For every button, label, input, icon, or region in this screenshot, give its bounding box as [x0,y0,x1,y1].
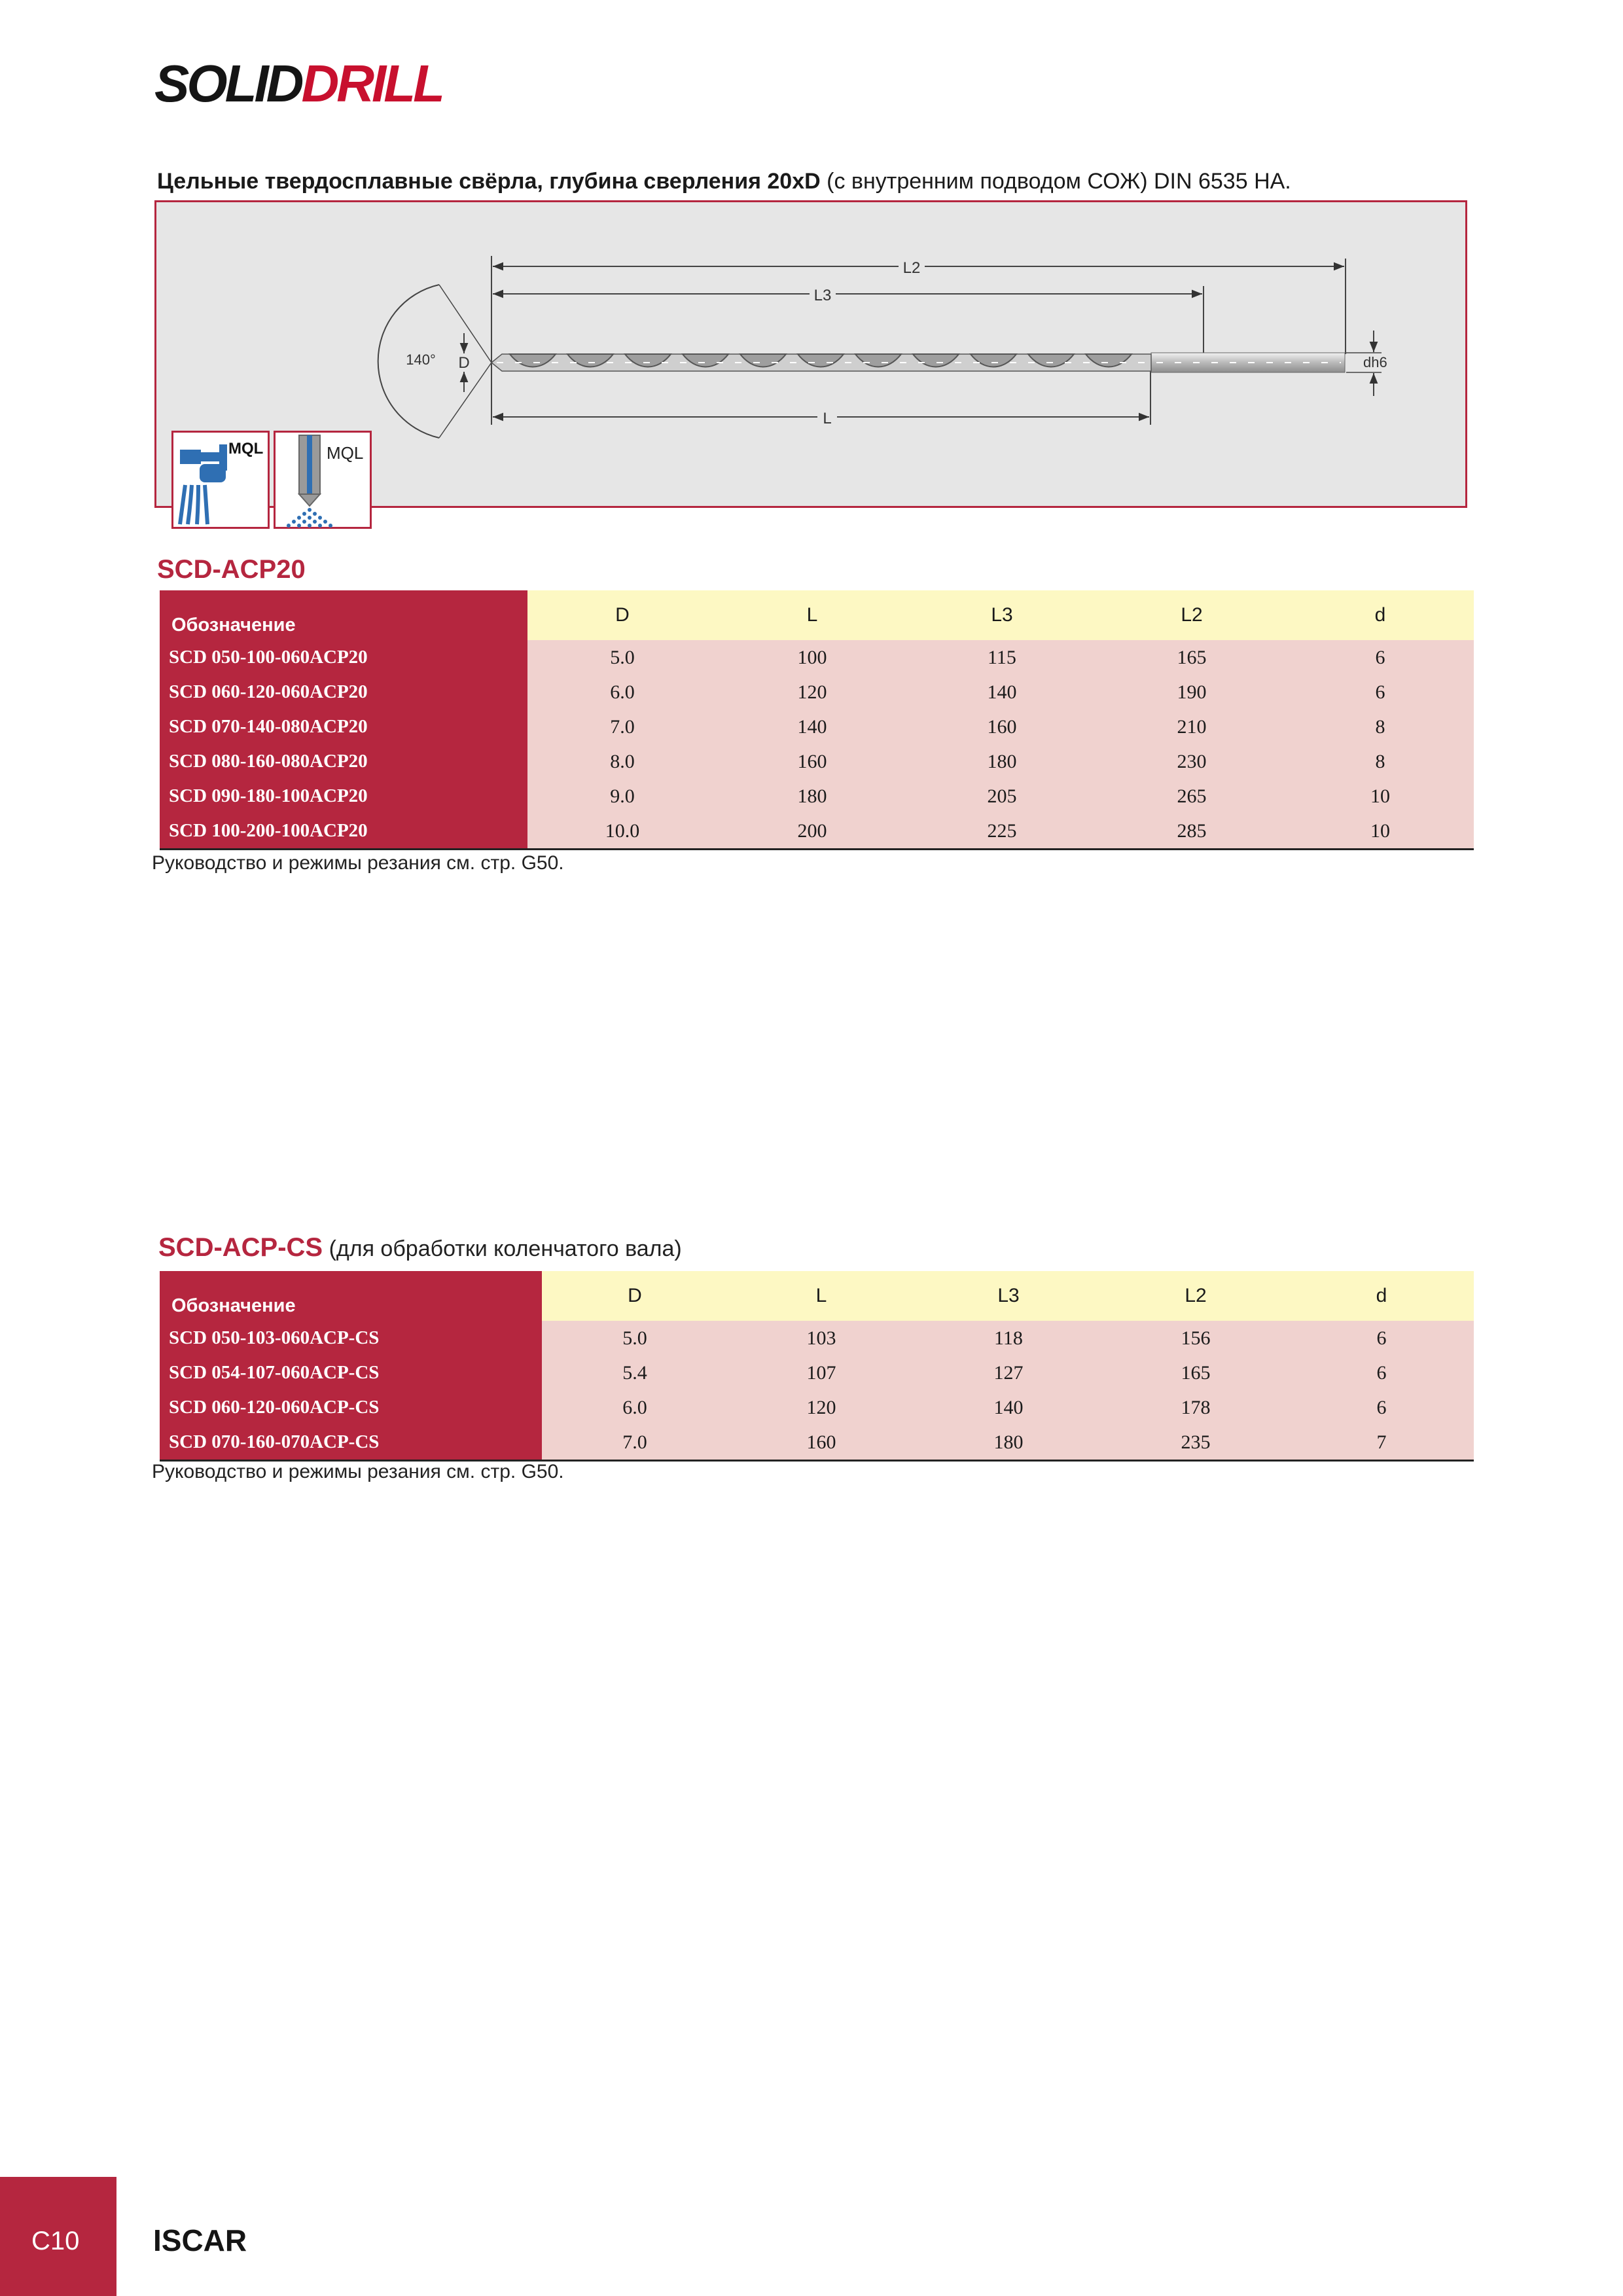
subtitle-bold: Цельные твердосплавные свёрла, глубина сверления 20xD [157,169,821,194]
l-cell: 120 [728,1390,915,1425]
table1-note: Руководство и режимы резания см. стр. G50. [152,852,564,874]
header-shank-d: d [1287,590,1474,640]
d-cell: 5.0 [527,640,717,675]
d-cell: 7.0 [527,709,717,744]
table-row [160,744,1474,779]
table-row [160,1425,1474,1461]
table-row [160,1321,1474,1355]
shank-d-cell: 6 [1289,1321,1474,1355]
l2-cell: 165 [1097,640,1287,675]
d-cell: 5.0 [542,1321,728,1355]
l3-cell: 118 [915,1321,1102,1355]
table2-title-code: SCD-ACP-CS [158,1233,323,1262]
l3-cell: 225 [907,814,1097,850]
l2-cell: 178 [1102,1390,1289,1425]
shank-d-cell: 6 [1289,1355,1474,1390]
table1-body [160,640,1474,850]
d-cell: 6.0 [542,1390,728,1425]
l3-cell: 180 [915,1425,1102,1461]
l3-cell: 140 [907,675,1097,709]
spec-table-acp20 [160,590,1474,850]
shank-d-cell: 10 [1287,779,1474,814]
page-number: C10 [31,2227,80,2255]
mql-spray-icon [274,431,372,529]
designation-cell: SCD 070-140-080ACP20 [160,709,527,744]
table-row [160,779,1474,814]
l3-cell: 180 [907,744,1097,779]
d-cell: 7.0 [542,1425,728,1461]
l-cell: 120 [717,675,907,709]
l3-cell: 140 [915,1390,1102,1425]
shank-d-cell: 6 [1287,640,1474,675]
subtitle-normal: (с внутренним подводом СОЖ) DIN 6535 HA. [820,169,1291,194]
designation-cell: SCD 080-160-080ACP20 [160,744,527,779]
l-cell: 160 [728,1425,915,1461]
header-l: L [728,1271,915,1321]
header-d: D [542,1271,728,1321]
l3-cell: 205 [907,779,1097,814]
header-l2: L2 [1102,1271,1289,1321]
l2-cell: 265 [1097,779,1287,814]
header-l2: L2 [1097,590,1287,640]
header-shank-d: d [1289,1271,1474,1321]
shank-d-cell: 6 [1287,675,1474,709]
l2-cell: 230 [1097,744,1287,779]
shank-d-cell: 10 [1287,814,1474,850]
table-row [160,640,1474,675]
table-row [160,675,1474,709]
d-cell: 6.0 [527,675,717,709]
table-header-row [160,590,1474,640]
header-designation: Обозначение [160,590,527,640]
table-row [160,814,1474,850]
l-cell: 107 [728,1355,915,1390]
l-cell: 140 [717,709,907,744]
l3-cell: 115 [907,640,1097,675]
header-designation: Обозначение [160,1271,542,1321]
designation-cell: SCD 060-120-060ACP-CS [160,1390,542,1425]
page-subtitle [157,169,1291,194]
table-row [160,1390,1474,1425]
angle-label: 140° [406,351,436,368]
table2-title-note: (для обработки коленчатого вала) [323,1236,682,1261]
l3-cell: 127 [915,1355,1102,1390]
shank-d-cell: 7 [1289,1425,1474,1461]
l2-dimension-label: L2 [902,259,921,277]
header-l: L [717,590,907,640]
l3-dimension-label: L3 [813,287,832,304]
l-cell: 100 [717,640,907,675]
spec-table-acp-cs [160,1271,1474,1462]
l2-cell: 165 [1102,1355,1289,1390]
designation-cell: SCD 060-120-060ACP20 [160,675,527,709]
table-header-row [160,1271,1474,1321]
designation-cell: SCD 100-200-100ACP20 [160,814,527,850]
d-cell: 5.4 [542,1355,728,1390]
l-cell: 103 [728,1321,915,1355]
header-l3: L3 [915,1271,1102,1321]
header-d: D [527,590,717,640]
table2-body [160,1321,1474,1461]
l3-cell: 160 [907,709,1097,744]
shank-d-cell: 6 [1289,1390,1474,1425]
table-row [160,1355,1474,1390]
table2-note: Руководство и режимы резания см. стр. G50. [152,1461,564,1482]
mql-spray-label: MQL [327,443,364,463]
designation-cell: SCD 070-160-070ACP-CS [160,1425,542,1461]
l-cell: 180 [717,779,907,814]
l-cell: 160 [717,744,907,779]
designation-cell: SCD 054-107-060ACP-CS [160,1355,542,1390]
solid-drill-logo: SOLIDDRILL [154,54,442,113]
d-cell: 9.0 [527,779,717,814]
l-cell: 200 [717,814,907,850]
mql-tap-icon [171,431,270,529]
dh6-dimension-label: dh6 [1363,354,1387,370]
d-cell: 8.0 [527,744,717,779]
brand-name: ISCAR [153,2223,247,2257]
d-dimension-label: D [458,354,470,372]
mql-tap-label: MQL [228,440,264,457]
header-l3: L3 [907,590,1097,640]
l2-cell: 235 [1102,1425,1289,1461]
designation-cell: SCD 090-180-100ACP20 [160,779,527,814]
designation-cell: SCD 050-100-060ACP20 [160,640,527,675]
shank-d-cell: 8 [1287,744,1474,779]
shank-d-cell: 8 [1287,709,1474,744]
l2-cell: 156 [1102,1321,1289,1355]
l2-cell: 285 [1097,814,1287,850]
table-row [160,709,1474,744]
designation-cell: SCD 050-103-060ACP-CS [160,1321,542,1355]
l2-cell: 210 [1097,709,1287,744]
table2-title [158,1233,682,1263]
table1-title: SCD-ACP20 [157,555,306,584]
l-dimension-label: L [823,410,832,427]
l2-cell: 190 [1097,675,1287,709]
d-cell: 10.0 [527,814,717,850]
